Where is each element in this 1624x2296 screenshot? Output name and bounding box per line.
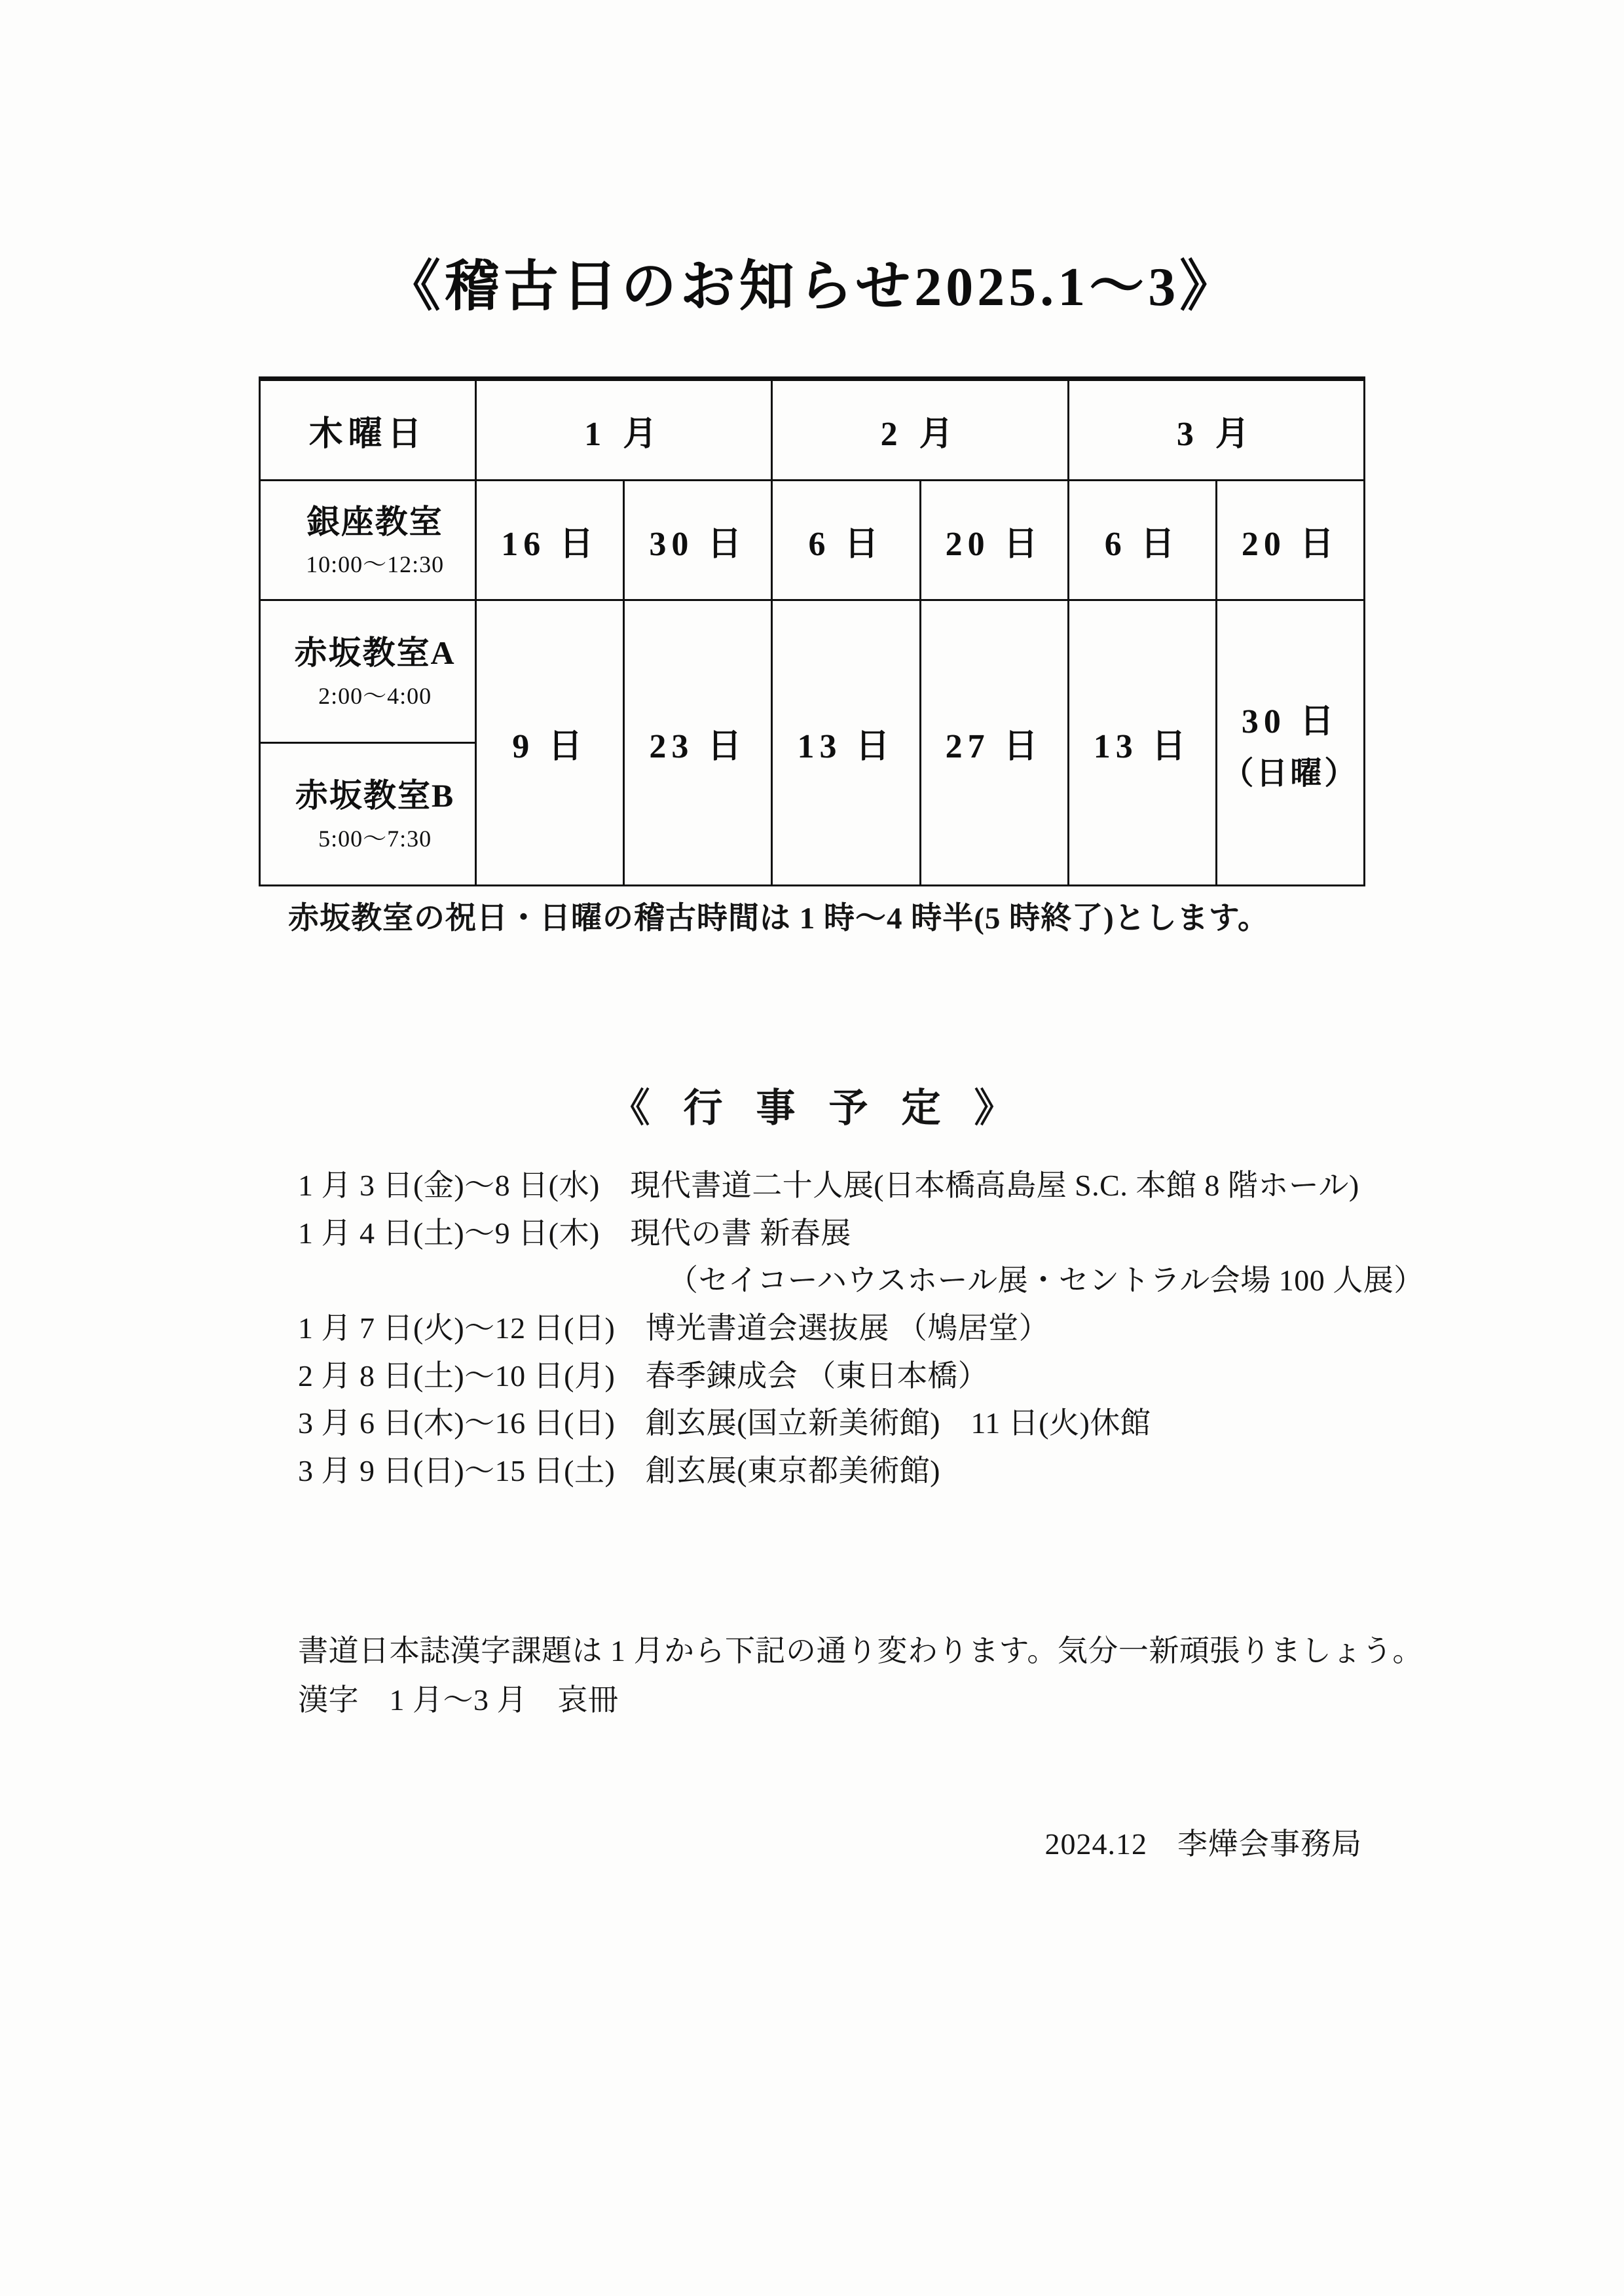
event-line: 3 月 9 日(日)〜15 日(土) 創玄展(東京都美術館) [298,1454,940,1488]
row-label-akasaka-a [260,600,476,743]
signature-org: 李燁会事務局 [1177,1827,1362,1861]
row-label-akasaka-a-name: 赤坂教室A [294,634,456,672]
akasaka-date-4: 27 日 [920,600,1068,886]
event-line: 1 月 3 日(金)〜8 日(水) 現代書道二十人展(日本橋高島屋 S.C. 本館 8 階ホール) [298,1169,1359,1202]
signature-date: 2024.12 [1044,1827,1147,1861]
event-line-continuation: （セイコーハウスホール展・セントラル会場 100 人展） [668,1264,1424,1298]
event-line: 1 月 4 日(土)〜9 日(木) 現代の書 新春展 [298,1216,851,1250]
header-weekday: 木曜日 [260,379,476,481]
schedule-note: 赤坂教室の祝日・日曜の稽古時間は 1 時〜4 時半(5 時終了)とします。 [288,902,1270,936]
row-label-akasaka-b-name: 赤坂教室B [295,777,455,814]
row-label-akasaka-b [260,743,476,886]
ginza-date-6: 20 日 [1216,481,1364,600]
row-label-ginza [260,481,476,600]
schedule-table [259,376,1365,886]
events-list [298,1162,1542,1495]
akasaka-date-6 [1216,600,1364,886]
footer-note-line-1: 書道日本誌漢字課題は 1 月から下記の通り変わります。気分一新頑張りましょう。 [298,1634,1423,1667]
header-month-2: 2 月 [772,379,1068,481]
event-line: 3 月 6 日(木)〜16 日(日) 創玄展(国立新美術館) 11 日(火)休館 [298,1406,1151,1440]
akasaka-date-2: 23 日 [624,600,772,886]
table-row-akasaka-a [260,600,1365,743]
ginza-date-2: 30 日 [624,481,772,600]
table-header-row [260,379,1365,481]
akasaka-date-1: 9 日 [476,600,624,886]
ginza-date-1: 16 日 [476,481,624,600]
page-title-text: 《稽古日のお知らせ [385,257,915,318]
footer-note [298,1627,1542,1724]
akasaka-date-6-note: （日曜） [1222,756,1359,791]
akasaka-date-5: 13 日 [1068,600,1216,886]
table-row-ginza [260,481,1365,600]
event-line: 2 月 8 日(土)〜10 日(月) 春季錬成会 （東日本橋） [298,1358,989,1393]
row-label-akasaka-a-time: 2:00〜4:00 [318,682,432,709]
ginza-date-3: 6 日 [772,481,920,600]
footer-note-line-2: 漢字 1 月〜3 月 哀冊 [298,1683,619,1717]
row-label-ginza-time: 10:00〜12:30 [306,551,445,578]
ginza-date-5: 6 日 [1068,481,1216,600]
ginza-date-4: 20 日 [920,481,1068,600]
header-month-3: 3 月 [1068,379,1364,481]
header-month-1: 1 月 [476,379,772,481]
event-line: 1 月 7 日(火)〜12 日(日) 博光書道会選抜展 （鳩居堂） [298,1311,1050,1345]
akasaka-date-3: 13 日 [772,600,920,886]
signature [0,1820,1362,1863]
row-label-akasaka-b-time: 5:00〜7:30 [318,825,432,852]
events-heading: 《 行 事 予 定 》 [610,1087,1025,1130]
row-label-ginza-name: 銀座教室 [306,503,443,540]
page-title [0,242,1624,321]
page-title-year: 2025.1〜3》 [914,257,1239,318]
akasaka-date-6-value: 30 日 [1241,702,1339,740]
